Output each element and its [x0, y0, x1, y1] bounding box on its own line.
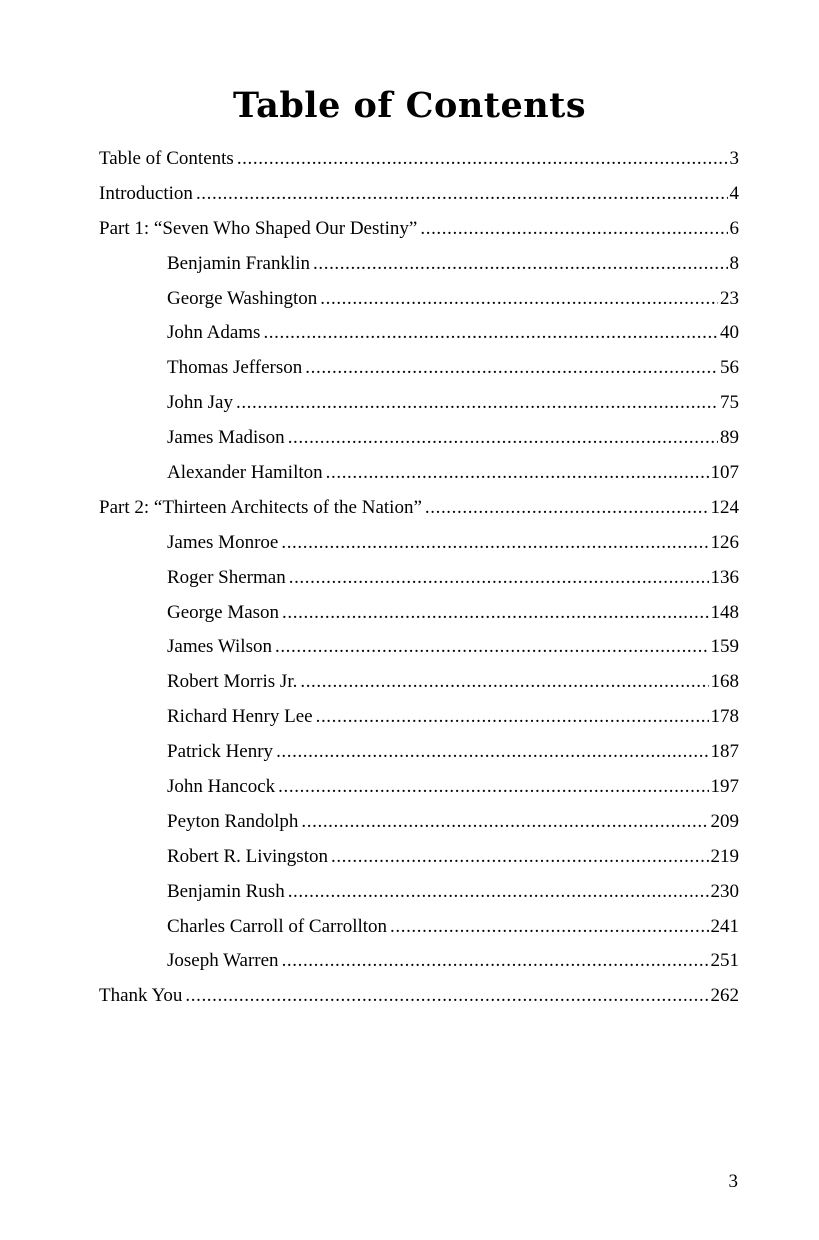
dot-leader [313, 247, 727, 282]
toc-entry-page: 126 [710, 531, 739, 553]
page-title: Table of Contents [232, 85, 587, 126]
dot-leader [282, 944, 709, 979]
page-number: 3 [728, 1171, 738, 1192]
dot-leader [288, 421, 718, 456]
toc-entry-page: 6 [729, 217, 739, 239]
dot-leader [185, 979, 708, 1014]
toc-entry[interactable] [99, 212, 739, 247]
dot-leader [275, 630, 709, 665]
toc-entry-label: Thomas Jefferson [167, 357, 303, 379]
dot-leader [288, 875, 709, 910]
toc-entry-page: 23 [720, 287, 739, 309]
toc-entry[interactable] [99, 351, 739, 386]
toc-entry-label: Robert Morris Jr. [167, 671, 298, 693]
toc-entry[interactable] [99, 177, 739, 212]
toc-entry[interactable] [99, 421, 739, 456]
toc-entry[interactable] [99, 840, 739, 875]
toc-entry[interactable] [99, 282, 739, 317]
toc-entry-page: 136 [710, 566, 739, 588]
toc-entry-page: 40 [720, 322, 739, 344]
toc-entry[interactable] [99, 630, 739, 665]
toc-list [99, 142, 739, 1014]
dot-leader [390, 910, 708, 945]
toc-entry[interactable] [99, 596, 739, 631]
toc-entry[interactable] [99, 665, 739, 700]
toc-entry[interactable] [99, 561, 739, 596]
toc-entry-label: Charles Carroll of Carrollton [167, 915, 388, 937]
toc-entry[interactable] [99, 875, 739, 910]
toc-entry-label: Part 1: “Seven Who Shaped Our Destiny” [99, 217, 418, 239]
dot-leader [237, 142, 728, 177]
toc-entry-label: John Adams [167, 322, 261, 344]
toc-entry-label: James Madison [167, 427, 285, 449]
toc-entry[interactable] [99, 526, 739, 561]
dot-leader [305, 351, 718, 386]
toc-entry-page: 56 [720, 357, 739, 379]
dot-leader [331, 840, 709, 875]
toc-entry[interactable] [99, 247, 739, 282]
toc-entry-page: 8 [729, 252, 739, 274]
toc-entry-label: Roger Sherman [167, 566, 286, 588]
toc-entry-label: James Monroe [167, 531, 279, 553]
toc-entry[interactable] [99, 142, 739, 177]
toc-entry-page: 148 [710, 601, 739, 623]
toc-entry-page: 262 [710, 985, 739, 1007]
toc-entry[interactable] [99, 700, 739, 735]
toc-entry[interactable] [99, 805, 739, 840]
dot-leader [276, 735, 708, 770]
toc-entry-label: Alexander Hamilton [167, 462, 323, 484]
dot-leader [263, 316, 718, 351]
dot-leader [196, 177, 728, 212]
dot-leader [326, 456, 709, 491]
toc-entry-label: Peyton Randolph [167, 810, 299, 832]
toc-entry-label: Patrick Henry [167, 741, 274, 763]
toc-entry-page: 107 [710, 462, 739, 484]
toc-entry-label: Joseph Warren [167, 950, 279, 972]
dot-leader [425, 491, 709, 526]
toc-entry-page: 209 [710, 810, 739, 832]
toc-entry-page: 89 [720, 427, 739, 449]
toc-entry-label: Richard Henry Lee [167, 706, 313, 728]
toc-entry-page: 230 [710, 880, 739, 902]
toc-entry-page: 187 [710, 741, 739, 763]
toc-entry-label: John Jay [167, 392, 233, 414]
toc-entry[interactable] [99, 770, 739, 805]
toc-entry[interactable] [99, 979, 739, 1014]
dot-leader [281, 526, 708, 561]
toc-entry[interactable] [99, 735, 739, 770]
toc-entry-label: Part 2: “Thirteen Architects of the Nation” [99, 496, 422, 518]
dot-leader [320, 282, 718, 317]
toc-entry-label: Table of Contents [99, 148, 234, 169]
toc-entry-page: 4 [729, 182, 739, 204]
dot-leader [236, 386, 718, 421]
toc-entry-page: 124 [710, 496, 739, 518]
toc-entry-page: 168 [710, 671, 739, 693]
dot-leader [289, 561, 709, 596]
toc-entry-page: 241 [710, 915, 739, 937]
toc-entry-page: 75 [720, 392, 739, 414]
dot-leader [282, 596, 708, 631]
toc-entry-page: 3 [729, 148, 739, 169]
toc-entry-page: 159 [710, 636, 739, 658]
dot-leader [420, 212, 727, 247]
dot-leader [300, 665, 708, 700]
toc-entry-page: 178 [710, 706, 739, 728]
dot-leader [316, 700, 709, 735]
toc-entry[interactable] [99, 944, 739, 979]
toc-entry-page: 219 [710, 845, 739, 867]
toc-entry-label: Thank You [99, 985, 183, 1007]
dot-leader [301, 805, 708, 840]
toc-entry-label: George Mason [167, 601, 280, 623]
dot-leader [278, 770, 708, 805]
toc-entry-page: 197 [710, 776, 739, 798]
toc-entry[interactable] [99, 316, 739, 351]
toc-entry-label: John Hancock [167, 776, 276, 798]
toc-entry-label: Benjamin Rush [167, 880, 285, 902]
toc-entry-label: Introduction [99, 182, 193, 204]
toc-entry-label: James Wilson [167, 636, 272, 658]
toc-entry[interactable] [99, 491, 739, 526]
toc-entry-label: Benjamin Franklin [167, 252, 311, 274]
toc-entry[interactable] [99, 910, 739, 945]
toc-entry-label: Robert R. Livingston [167, 845, 328, 867]
toc-entry[interactable] [99, 386, 739, 421]
toc-entry-page: 251 [710, 950, 739, 972]
toc-entry-label: George Washington [167, 287, 318, 309]
toc-entry[interactable] [99, 456, 739, 491]
